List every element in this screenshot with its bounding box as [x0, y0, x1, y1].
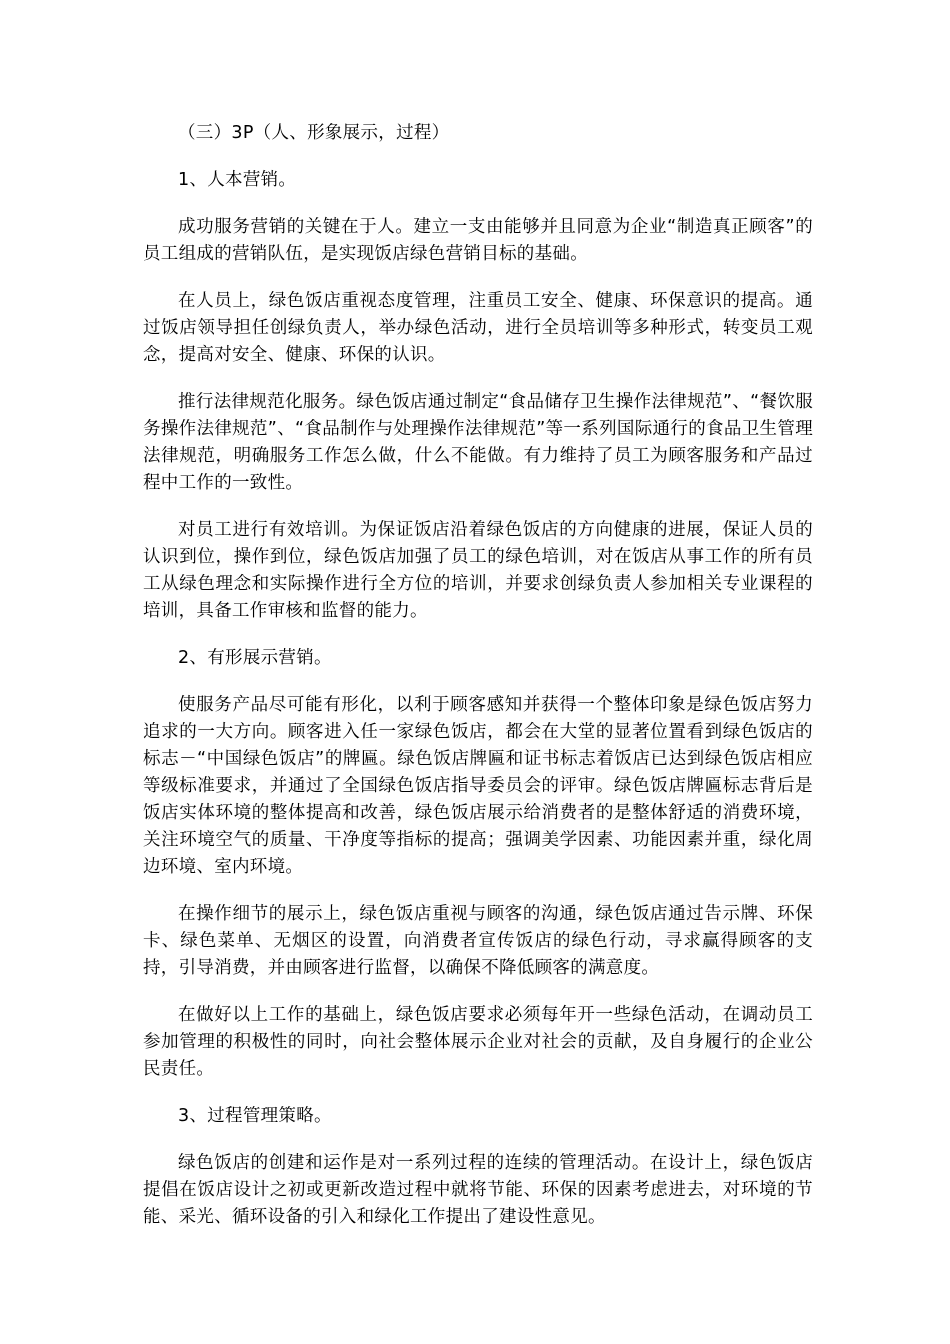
body-paragraph: 推行法律规范化服务。绿色饭店通过制定“食品储存卫生操作法律规范”、“餐饮服务操作法律规范”、“食品制作与处理操作法律规范”等一系列国际通行的食品卫生管理法律规范，明确服务工作怎么做，什么不能做。有力维持了员工为顾客服务和产品过程中工作的一致性。 — [143, 392, 813, 493]
body-paragraph: 对员工进行有效培训。为保证饭店沿着绿色饭店的方向健康的进展，保证人员的认识到位，操作到位，绿色饭店加强了员工的绿色培训，对在饭店从事工作的所有员工从绿色理念和实际操作进行全方位的培训，并要求创绿负责人参加相关专业课程的培训，具备工作审核和监督的能力。 — [143, 520, 813, 621]
section-heading: （三）3P（人、形象展示，过程） — [178, 123, 450, 143]
body-paragraph: 成功服务营销的关键在于人。建立一支由能够并且同意为企业“制造真正顾客”的员工组成的营销队伍，是实现饭店绿色营销目标的基础。 — [143, 217, 813, 264]
document-body — [143, 120, 813, 1251]
subsection-heading: 2、有形展示营销。 — [178, 648, 332, 668]
subsection-heading: 3、过程管理策略。 — [178, 1106, 332, 1126]
body-paragraph: 绿色饭店的创建和运作是对一系列过程的连续的管理活动。在设计上，绿色饭店提倡在饭店设计之初或更新改造过程中就将节能、环保的因素考虑进去，对环境的节能、采光、循环设备的引入和绿化工作提出了建设性意见。 — [143, 1153, 813, 1227]
subsection-heading: 1、人本营销。 — [178, 170, 297, 190]
body-paragraph: 在操作细节的展示上，绿色饭店重视与顾客的沟通，绿色饭店通过告示牌、环保卡、绿色菜单、无烟区的设置，向消费者宣传饭店的绿色行动，寻求赢得顾客的支持，引导消费，并由顾客进行监督，以确保不降低顾客的满意度。 — [143, 904, 813, 978]
body-paragraph: 在人员上，绿色饭店重视态度管理，注重员工安全、健康、环保意识的提高。通过饭店领导担任创绿负责人，举办绿色活动，进行全员培训等多种形式，转变员工观念，提高对安全、健康、环保的认识。 — [143, 291, 813, 365]
body-paragraph: 在做好以上工作的基础上，绿色饭店要求必须每年开一些绿色活动，在调动员工参加管理的积极性的同时，向社会整体展示企业对社会的贡献，及自身履行的企业公民责任。 — [143, 1005, 813, 1079]
body-paragraph: 使服务产品尽可能有形化，以利于顾客感知并获得一个整体印象是绿色饭店努力追求的一大方向。顾客进入任一家绿色饭店，都会在大堂的显著位置看到绿色饭店的标志－“中国绿色饭店”的牌匾。绿色饭店牌匾和证书标志着饭店已达到绿色饭店相应等级标准要求，并通过了全国绿色饭店指导委员会的评审。绿色饭店牌匾标志背后是饭店实体环境的整体提高和改善，绿色饭店展示给消费者的是整体舒适的消费环境，关注环境空气的质量、干净度等指标的提高；强调美学因素、功能因素并重，绿化周边环境、室内环境。 — [143, 695, 813, 877]
